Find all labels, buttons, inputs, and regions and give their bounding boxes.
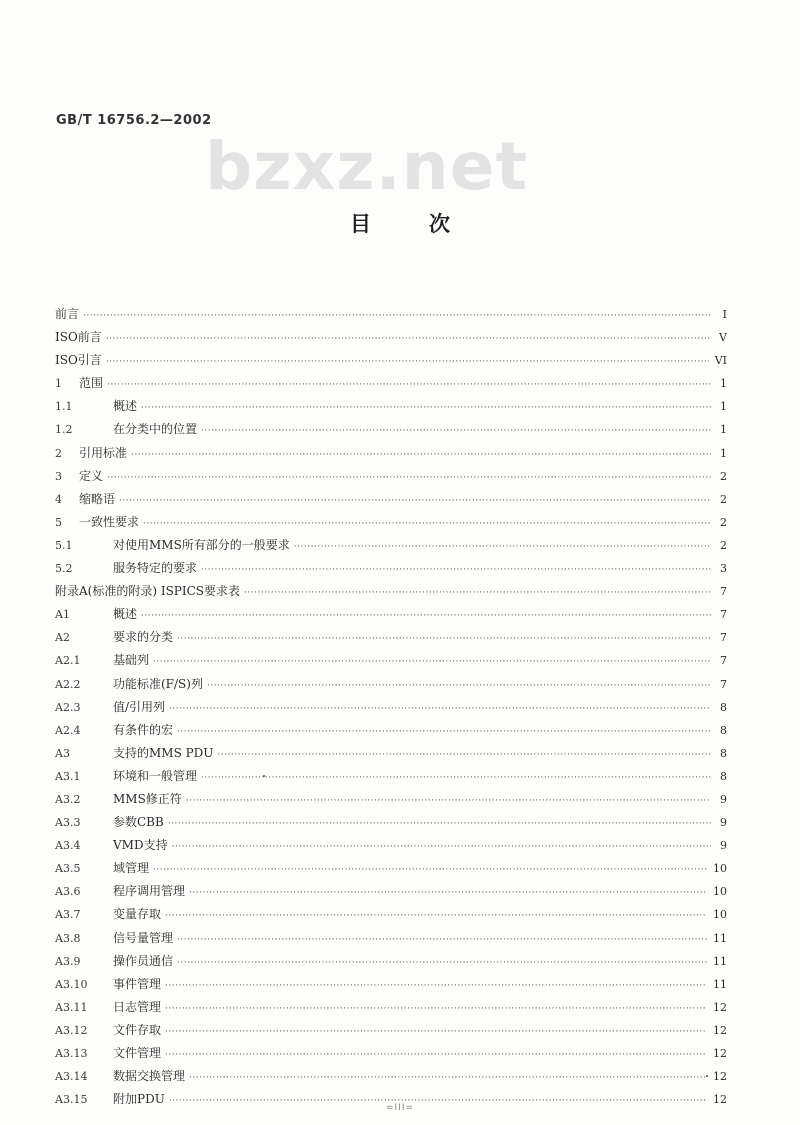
toc-page-number: 1 — [720, 400, 727, 414]
toc-entry — [55, 465, 727, 488]
toc-section-title: 附录A(标准的附录) ISPICS要求表 — [55, 584, 241, 599]
toc-entry — [55, 395, 727, 418]
toc-entry — [55, 857, 727, 880]
toc-page-number: V — [719, 331, 727, 345]
toc-dot-leader — [141, 605, 711, 628]
toc-page-number: 8 — [720, 723, 727, 737]
toc-section-number: 1.2 — [55, 423, 73, 437]
toc-page-number: 12 — [713, 1070, 727, 1084]
toc-page-number: 10 — [713, 885, 727, 899]
toc-entry — [55, 996, 727, 1019]
toc-dot-leader — [106, 351, 709, 374]
toc-section-title: 有条件的宏 — [113, 722, 174, 737]
toc-dot-leader — [165, 975, 707, 998]
toc-dot-leader — [107, 467, 711, 490]
toc-section-title: 参数CBB — [113, 815, 164, 830]
toc-dot-leader — [172, 836, 711, 859]
toc-page-number: 8 — [720, 746, 727, 760]
toc-entry — [55, 580, 727, 603]
toc-section-title: 范围 — [79, 376, 104, 391]
toc-section-number: A3.3 — [55, 816, 81, 830]
toc-entry — [55, 1042, 727, 1065]
page-number: =III= — [385, 1103, 415, 1113]
toc-dot-leader — [165, 905, 707, 928]
toc-entry — [55, 349, 727, 372]
toc-dot-leader — [177, 929, 707, 952]
toc-section-number: A2 — [55, 631, 70, 645]
toc-entry — [55, 973, 727, 996]
toc-dot-leader — [168, 813, 711, 836]
toc-section-title: 定义 — [79, 468, 104, 483]
toc-entry — [55, 811, 727, 834]
standard-code: GB/T 16756.2—2002 — [56, 113, 212, 128]
toc-section-number: A3.10 — [55, 977, 88, 991]
toc-entry — [55, 834, 727, 857]
toc-page-number: 12 — [713, 1023, 727, 1037]
toc-section-number: A3.4 — [55, 839, 81, 853]
toc-page-number: 1 — [720, 423, 727, 437]
toc-section-title: 引用标准 — [79, 445, 128, 460]
toc-entry — [55, 557, 727, 580]
toc-section-number: A3.11 — [55, 1000, 88, 1014]
toc-page-number: 1 — [720, 446, 727, 460]
toc-section-title: 信号量管理 — [113, 930, 174, 945]
toc-section-title: ISO前言 — [55, 330, 102, 345]
toc-page-number: 11 — [713, 954, 727, 968]
toc-page-number: 8 — [720, 700, 727, 714]
toc-section-title: 日志管理 — [113, 999, 162, 1014]
toc-section-title: 前言 — [55, 307, 80, 321]
toc-dot-leader — [177, 628, 711, 651]
toc-section-number: 5 — [55, 515, 62, 529]
toc-section-number: A3 — [55, 746, 70, 760]
toc-entry — [55, 903, 727, 926]
toc-page-number: 7 — [720, 677, 727, 691]
toc-dot-leader — [83, 305, 711, 328]
toc-section-number: 2 — [55, 446, 62, 460]
toc-entry — [55, 442, 727, 465]
toc-page-number: 10 — [713, 862, 727, 876]
toc-page-number: 2 — [720, 469, 727, 483]
toc-section-title: 数据交换管理 — [113, 1069, 186, 1084]
toc-page-number: 10 — [713, 908, 727, 922]
toc-section-title: MMS修正符 — [113, 791, 182, 806]
toc-page-number: 9 — [720, 792, 727, 806]
toc-entry — [55, 534, 727, 557]
toc-entry — [55, 326, 727, 349]
toc-entry — [55, 719, 727, 742]
toc-page-number: 2 — [720, 538, 727, 552]
toc-page-number: 11 — [713, 931, 727, 945]
toc-section-title: 环境和一般管理 — [113, 768, 198, 783]
toc-section-number: 5.2 — [55, 562, 73, 576]
toc-section-title: 文件存取 — [113, 1022, 162, 1037]
toc-dot-leader — [294, 536, 711, 559]
toc-section-title: 文件管理 — [113, 1046, 162, 1060]
table-of-contents — [55, 303, 727, 1111]
toc-section-number: 1.1 — [55, 400, 73, 414]
toc-entry — [55, 418, 727, 441]
toc-dot-leader — [153, 651, 711, 674]
toc-entry — [55, 372, 727, 395]
watermark: bzxz.net — [205, 128, 529, 205]
toc-entry — [55, 765, 727, 788]
toc-section-title: 对使用MMS所有部分的一般要求 — [113, 537, 290, 552]
toc-entry — [55, 950, 727, 973]
toc-page-number: 3 — [720, 562, 727, 576]
toc-entry — [55, 626, 727, 649]
toc-dot-leader — [106, 328, 711, 351]
toc-dot-leader — [201, 420, 711, 443]
toc-dot-leader — [153, 859, 707, 882]
toc-dot-leader — [201, 559, 711, 582]
toc-dot-leader — [201, 767, 711, 790]
toc-page-number: 7 — [720, 585, 727, 599]
toc-dot-leader — [119, 490, 711, 513]
toc-page-number: 2 — [720, 492, 727, 506]
scan-speck — [706, 1075, 708, 1077]
toc-section-title: ISO引言 — [55, 353, 102, 368]
toc-dot-leader — [143, 513, 711, 536]
toc-section-title: VMD支持 — [113, 838, 168, 853]
toc-entry — [55, 927, 727, 950]
toc-section-number: A2.3 — [55, 700, 81, 714]
toc-entry — [55, 880, 727, 903]
toc-section-number: A3.13 — [55, 1047, 88, 1060]
toc-section-title: 服务特定的要求 — [113, 561, 198, 576]
toc-section-number: A3.15 — [55, 1093, 88, 1107]
toc-entry — [55, 696, 727, 719]
toc-page-number: 1 — [720, 377, 727, 391]
toc-entry — [55, 303, 727, 326]
toc-dot-leader — [107, 374, 711, 397]
toc-page-number: I — [722, 308, 727, 321]
toc-section-title: 变量存取 — [113, 907, 162, 922]
toc-section-title: 域管理 — [113, 861, 150, 876]
toc-dot-leader — [165, 1021, 707, 1044]
toc-section-number: A2.1 — [55, 654, 81, 668]
toc-section-number: A3.12 — [55, 1023, 88, 1037]
toc-section-title: 操作员通信 — [113, 953, 174, 968]
toc-dot-leader — [177, 952, 707, 975]
toc-entry — [55, 673, 727, 696]
toc-page-number: 12 — [713, 1047, 727, 1060]
toc-dot-leader — [207, 675, 711, 698]
toc-page-number: VI — [714, 354, 727, 368]
toc-page-number: 7 — [720, 654, 727, 668]
toc-page-number: 7 — [720, 608, 727, 622]
toc-page-number: 2 — [720, 515, 727, 529]
toc-section-title: 支持的MMS PDU — [113, 745, 214, 760]
toc-section-number: A2.2 — [55, 677, 81, 691]
toc-dot-leader — [186, 790, 711, 813]
toc-entry — [55, 649, 727, 672]
toc-section-number: A2.4 — [55, 723, 81, 737]
page-title: 目次 — [350, 212, 508, 236]
toc-entry — [55, 1019, 727, 1042]
toc-dot-leader — [165, 998, 707, 1021]
toc-page-number: 9 — [720, 839, 727, 853]
toc-page-number: 8 — [720, 769, 727, 783]
toc-page-number: 11 — [713, 977, 727, 991]
toc-section-number: A1 — [55, 608, 70, 622]
toc-entry — [55, 742, 727, 765]
toc-section-title: 要求的分类 — [113, 630, 174, 645]
toc-section-number: A3.6 — [55, 885, 81, 899]
toc-dot-leader — [169, 698, 711, 721]
toc-section-number: A3.2 — [55, 792, 81, 806]
toc-section-title: 一致性要求 — [79, 514, 140, 529]
toc-entry — [55, 788, 727, 811]
toc-section-number: A3.8 — [55, 931, 81, 945]
toc-section-number: 4 — [55, 492, 62, 506]
toc-section-number: A3.1 — [55, 769, 81, 783]
toc-page-number: 12 — [713, 1093, 727, 1107]
toc-section-title: 值/引用列 — [113, 699, 166, 714]
toc-section-title: 基础列 — [113, 653, 150, 668]
toc-section-number: A3.9 — [55, 954, 81, 968]
toc-section-number: A3.14 — [55, 1070, 88, 1084]
toc-section-title: 概述 — [113, 399, 138, 414]
toc-section-title: 事件管理 — [113, 976, 162, 991]
toc-dot-leader — [189, 1067, 707, 1090]
toc-section-number: A3.5 — [55, 862, 81, 876]
toc-page-number: 9 — [720, 816, 727, 830]
toc-entry — [55, 1065, 727, 1088]
toc-dot-leader — [177, 721, 711, 744]
toc-dot-leader — [131, 444, 711, 467]
toc-section-number: 3 — [55, 469, 62, 483]
toc-dot-leader — [141, 397, 711, 420]
toc-section-title: 程序调用管理 — [113, 884, 186, 899]
toc-dot-leader — [165, 1044, 707, 1067]
toc-entry — [55, 488, 727, 511]
toc-dot-leader — [244, 582, 711, 605]
toc-page-number: 7 — [720, 631, 727, 645]
toc-section-title: 缩略语 — [79, 491, 116, 506]
toc-section-title: 概述 — [113, 607, 138, 622]
toc-section-number: A3.7 — [55, 908, 81, 922]
toc-dot-leader — [189, 882, 707, 905]
toc-section-number: 5.1 — [55, 538, 73, 552]
toc-section-title: 在分类中的位置 — [113, 422, 198, 437]
toc-dot-leader — [217, 744, 711, 767]
toc-section-title: 附加PDU — [113, 1092, 165, 1107]
toc-section-number: 1 — [55, 377, 62, 391]
toc-entry — [55, 603, 727, 626]
toc-page-number: 12 — [713, 1000, 727, 1014]
toc-section-title: 功能标准(F/S)列 — [113, 676, 203, 691]
toc-entry — [55, 511, 727, 534]
scan-speck — [263, 775, 265, 777]
